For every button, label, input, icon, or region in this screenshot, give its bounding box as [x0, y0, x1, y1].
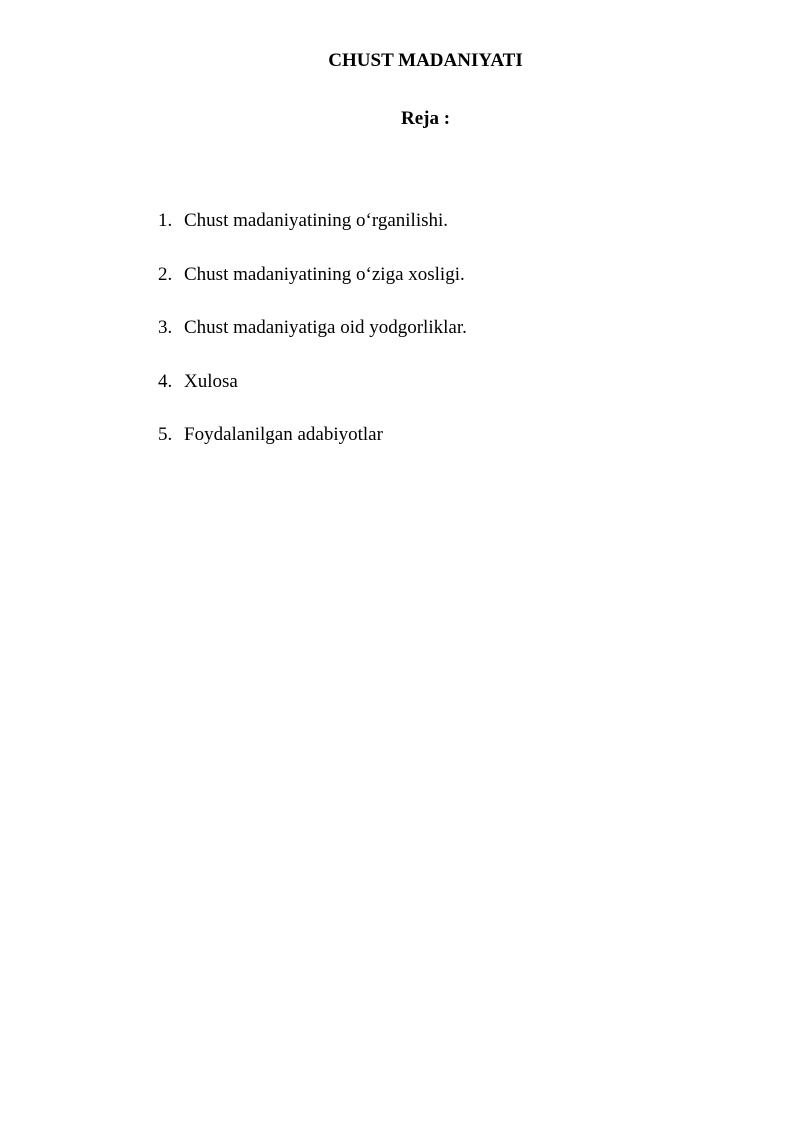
plan-item-text: Chust madaniyatining o‘ziga xosligi.: [184, 263, 465, 285]
plan-item: [158, 264, 467, 286]
plan-item-text: Foydalanilgan adabiyotlar: [184, 424, 383, 445]
plan-item-number: 2.: [158, 263, 173, 285]
plan-list: [158, 210, 467, 478]
plan-item-number: 4.: [158, 370, 173, 392]
plan-item: [158, 371, 467, 393]
plan-item: [158, 424, 467, 446]
plan-heading: Reja :: [400, 108, 451, 129]
plan-item-number: 5.: [158, 424, 173, 445]
plan-item-number: 1.: [158, 210, 173, 231]
plan-item-number: 3.: [158, 317, 173, 338]
plan-item-text: Chust madaniyatining o‘rganilishi.: [184, 210, 449, 231]
document-title: CHUST MADANIYATI: [328, 50, 523, 71]
plan-item-text: Xulosa: [184, 370, 238, 392]
plan-item: [158, 317, 467, 339]
plan-item: [158, 210, 467, 232]
plan-item-text: Chust madaniyatiga oid yodgorliklar.: [184, 317, 467, 338]
